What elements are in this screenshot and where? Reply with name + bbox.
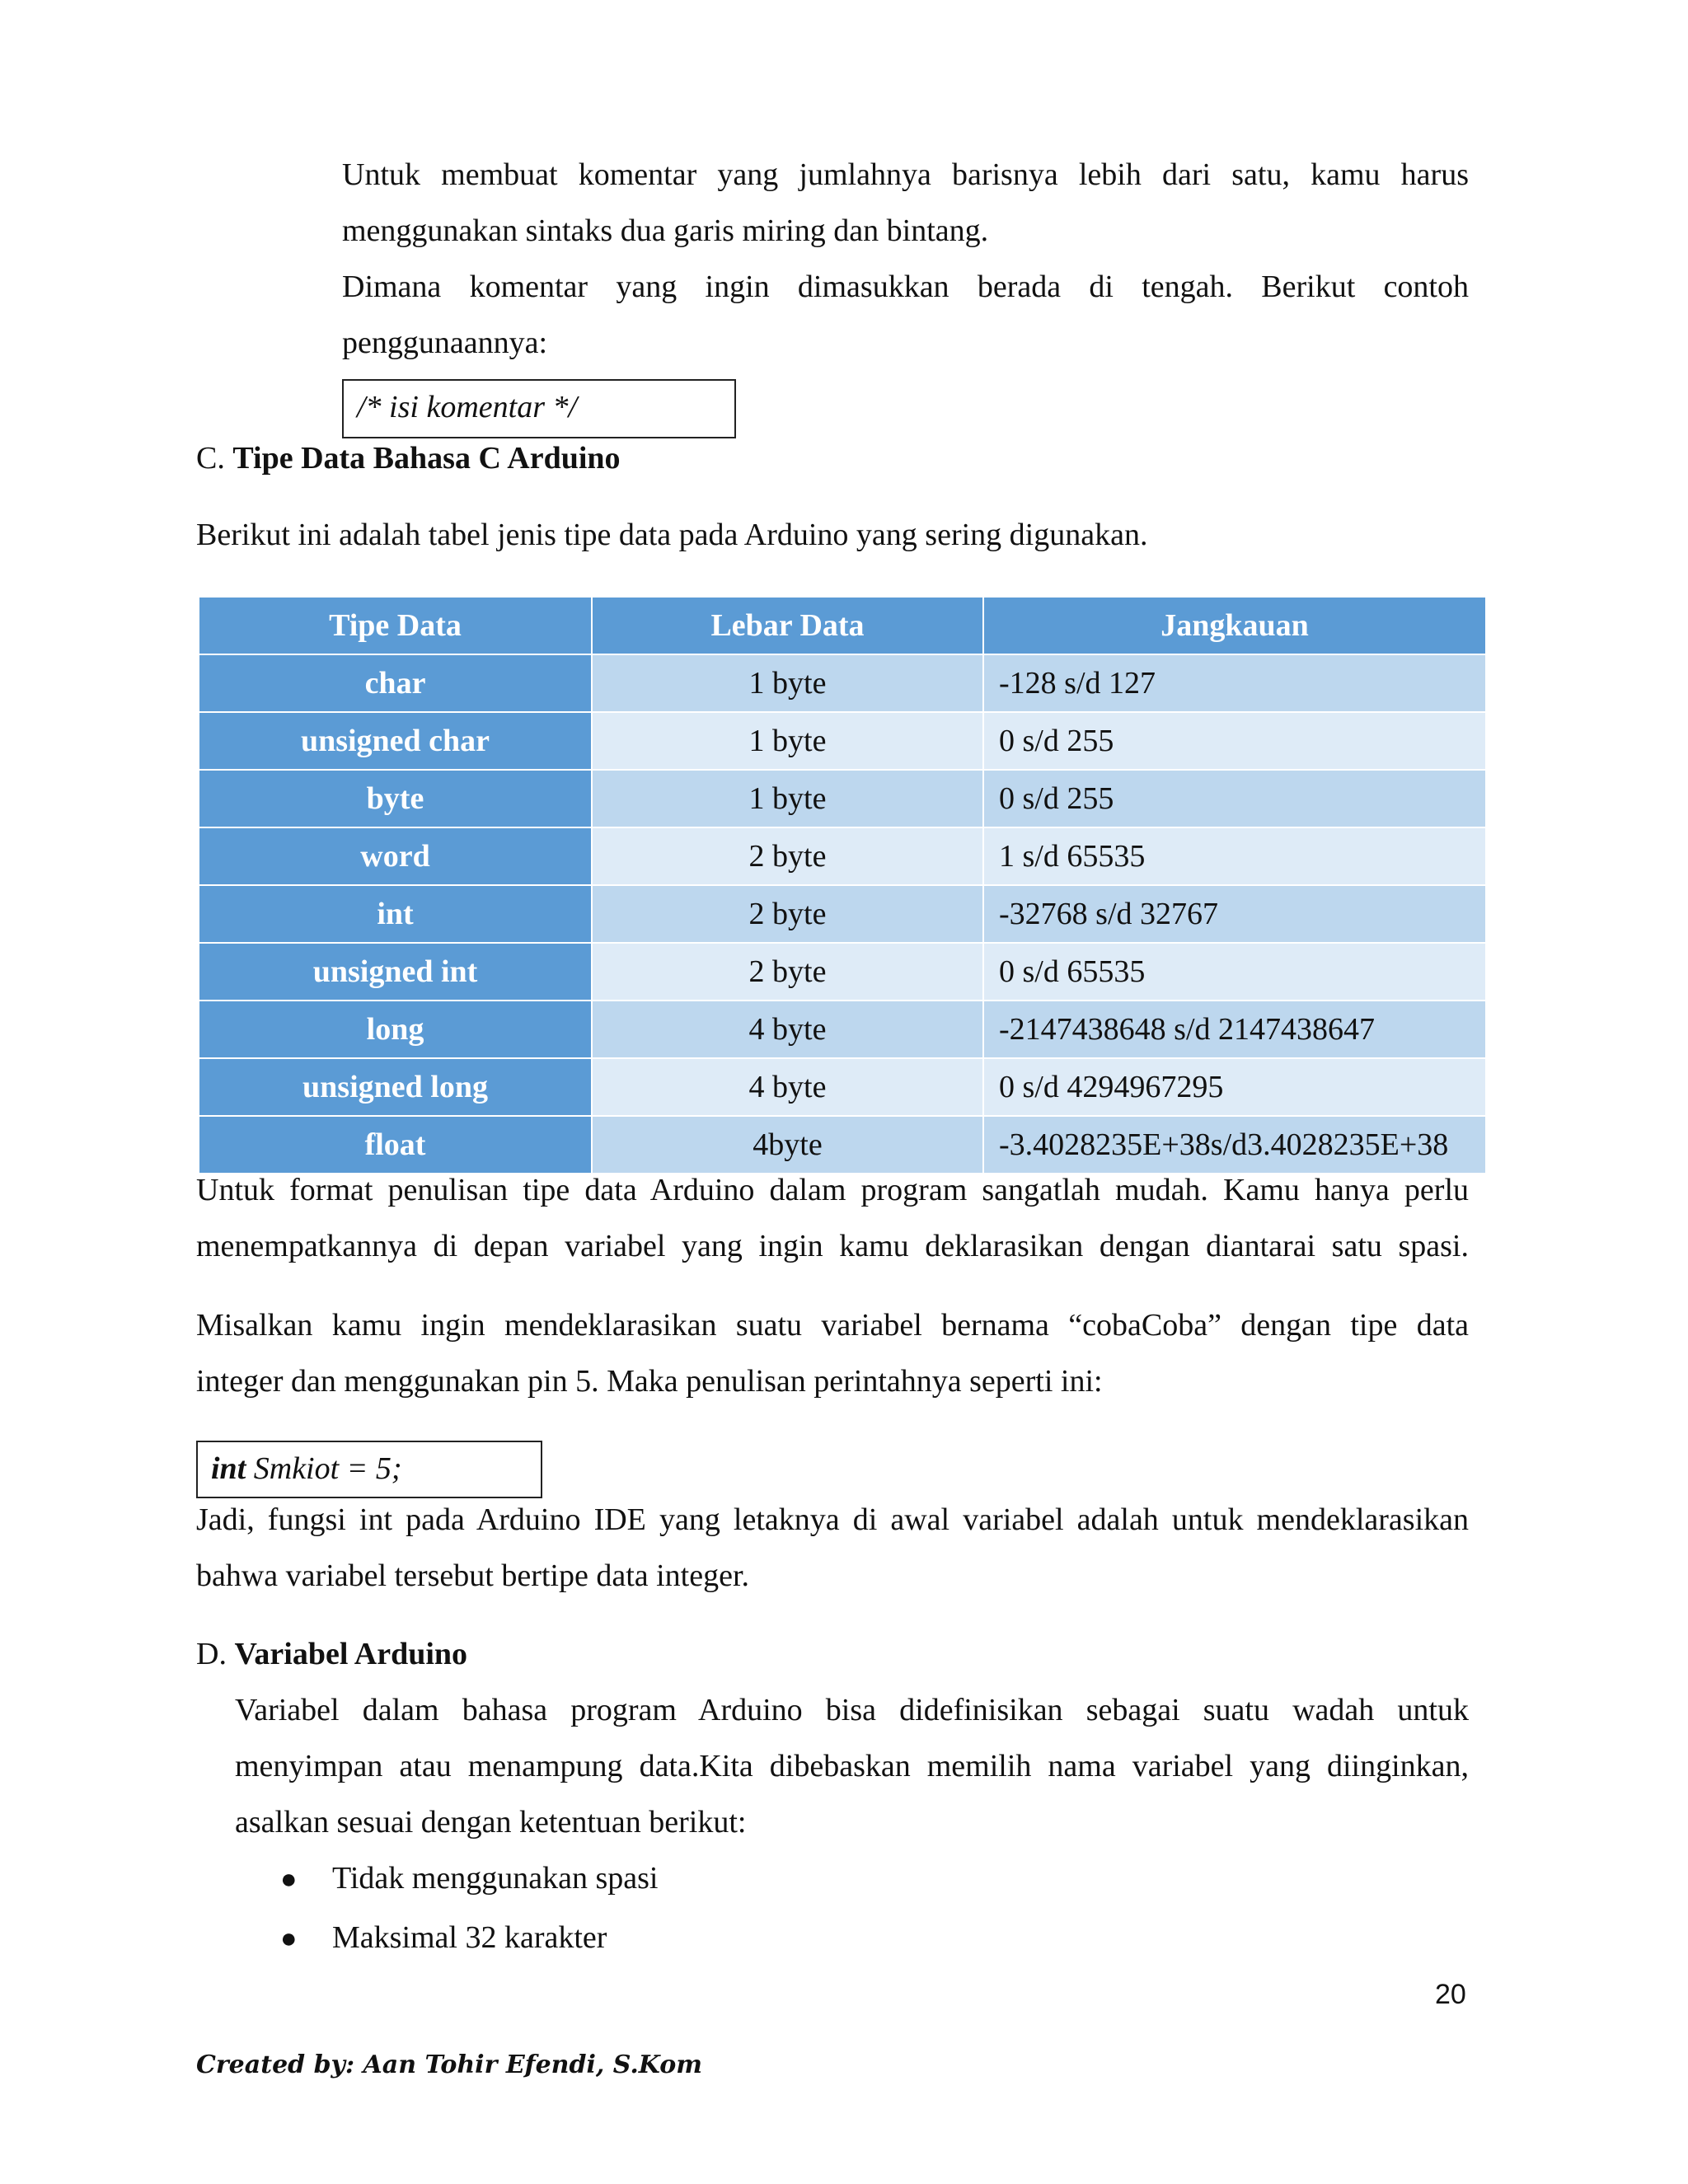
cell-width: 1 byte [592, 712, 983, 770]
cell-type: byte [199, 770, 592, 827]
cell-range: 0 s/d 65535 [983, 943, 1486, 1001]
section-d-line-1: Variabel dalam bahasa program Arduino bisa didefinisikan sebagai suatu wadah untuk [235, 1693, 1469, 1727]
table-header-row [199, 597, 1486, 654]
comment-line-1: Untuk membuat komentar yang jumlahnya barisnya lebih dari satu, kamu harus [342, 157, 1469, 192]
header-lebar-data: Lebar Data [592, 597, 983, 654]
cell-width: 2 byte [592, 885, 983, 943]
bullet-item: Tidak menggunakan spasi [332, 1861, 659, 1896]
table-row [199, 770, 1486, 827]
cell-width: 2 byte [592, 943, 983, 1001]
section-d-line-3: asalkan sesuai dengan ketentuan berikut: [235, 1805, 747, 1840]
table-row [199, 1116, 1486, 1174]
section-d-title: Variabel Arduino [234, 1637, 468, 1671]
format-p1-line-2: menempatkannya di depan variabel yang ingin kamu deklarasikan dengan diantarai satu spasi. [196, 1229, 1469, 1263]
format-p2-line-2: integer dan menggunakan pin 5. Maka penulisan perintahnya seperti ini: [196, 1364, 1103, 1399]
format-p3-line-2: bahwa variabel tersebut bertipe data integer. [196, 1558, 750, 1593]
cell-type: int [199, 885, 592, 943]
comment-line-2: menggunakan sintaks dua garis miring dan bintang. [342, 213, 989, 248]
cell-width: 1 byte [592, 654, 983, 712]
section-d-line-2: menyimpan atau menampung data.Kita dibebaskan memilih nama variabel yang diinginkan, [235, 1749, 1469, 1783]
cell-range: -3.4028235E+38s/d3.4028235E+38 [983, 1116, 1486, 1174]
section-c-title: Tipe Data Bahasa C Arduino [232, 441, 621, 476]
cell-width: 4 byte [592, 1058, 983, 1116]
cell-width: 4 byte [592, 1001, 983, 1058]
cell-type: unsigned int [199, 943, 592, 1001]
code-keyword: int [211, 1451, 246, 1486]
format-p1-line-1: Untuk format penulisan tipe data Arduino dalam program sangatlah mudah. Kamu hanya perlu [196, 1173, 1469, 1207]
cell-range: 0 s/d 4294967295 [983, 1058, 1486, 1116]
cell-type: word [199, 827, 592, 885]
code-rest: Smkiot = 5; [246, 1451, 402, 1486]
table-row [199, 885, 1486, 943]
data-type-table [198, 596, 1487, 1174]
cell-range: 0 s/d 255 [983, 712, 1486, 770]
cell-type: long [199, 1001, 592, 1058]
section-c-intro: Berikut ini adalah tabel jenis tipe data pada Arduino yang sering digunakan. [196, 518, 1148, 552]
cell-range: -128 s/d 127 [983, 654, 1486, 712]
cell-type: unsigned long [199, 1058, 592, 1116]
cell-range: 1 s/d 65535 [983, 827, 1486, 885]
section-d-heading [196, 1633, 467, 1675]
table-row [199, 1001, 1486, 1058]
cell-type: float [199, 1116, 592, 1174]
cell-width: 4byte [592, 1116, 983, 1174]
table-row [199, 943, 1486, 1001]
comment-code-box [342, 379, 736, 438]
format-p2-line-1: Misalkan kamu ingin mendeklarasikan suatu variabel bernama “cobaCoba” dengan tipe data [196, 1308, 1469, 1343]
cell-width: 1 byte [592, 770, 983, 827]
cell-type: unsigned char [199, 712, 592, 770]
section-c-heading [196, 437, 621, 480]
section-d-letter: D. [196, 1637, 227, 1671]
bullet-dot-icon: ● [280, 1924, 298, 1954]
section-c-letter: C. [196, 441, 225, 476]
comment-line-4: penggunaannya: [342, 326, 548, 360]
header-tipe-data: Tipe Data [199, 597, 592, 654]
comment-code: /* isi komentar */ [357, 390, 578, 424]
bullet-dot-icon: ● [280, 1864, 298, 1895]
footer-credit: Created by: Aan Tohir Efendi, S.Kom [196, 2050, 702, 2079]
cell-range: 0 s/d 255 [983, 770, 1486, 827]
table-row [199, 1058, 1486, 1116]
cell-type: char [199, 654, 592, 712]
table-row [199, 827, 1486, 885]
cell-width: 2 byte [592, 827, 983, 885]
cell-range: -2147438648 s/d 2147438647 [983, 1001, 1486, 1058]
table-row [199, 712, 1486, 770]
bullet-item: Maksimal 32 karakter [332, 1920, 607, 1955]
int-code-box [196, 1441, 542, 1498]
page-number: 20 [1435, 1979, 1466, 2010]
format-p3-line-1: Jadi, fungsi int pada Arduino IDE yang letaknya di awal variabel adalah untuk mendeklarasikan [196, 1502, 1469, 1537]
table-row [199, 654, 1486, 712]
comment-line-3: Dimana komentar yang ingin dimasukkan berada di tengah. Berikut contoh [342, 269, 1469, 304]
cell-range: -32768 s/d 32767 [983, 885, 1486, 943]
header-jangkauan: Jangkauan [983, 597, 1486, 654]
